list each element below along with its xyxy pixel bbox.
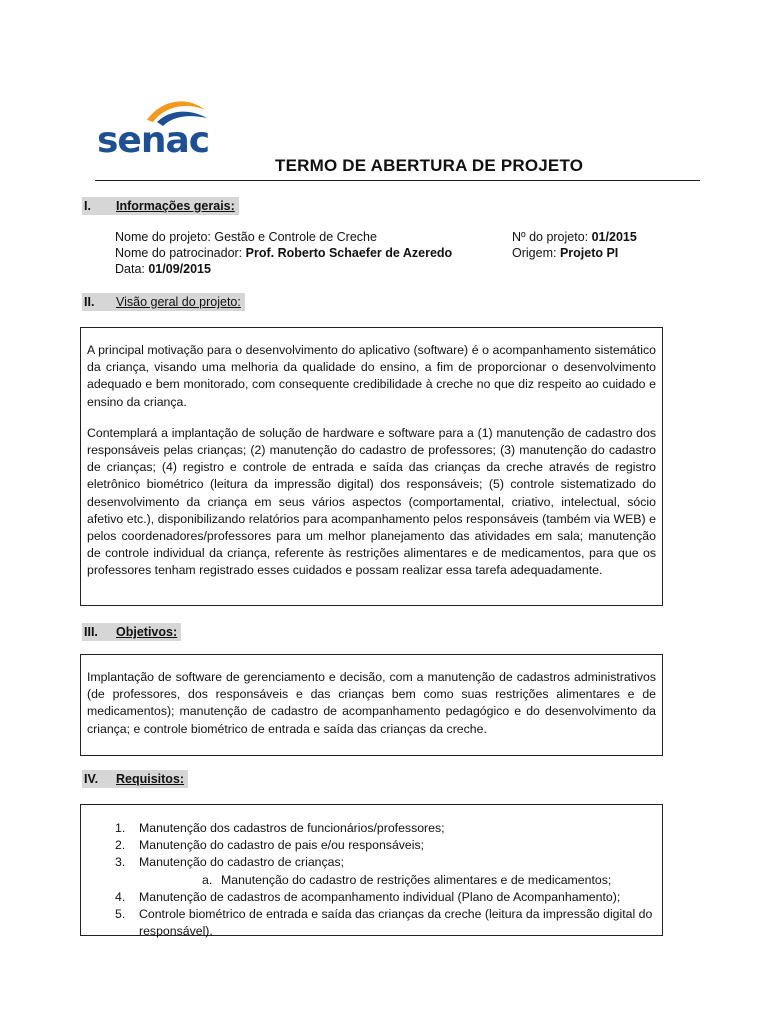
project-name-line — [115, 230, 377, 244]
section-number: II. — [84, 295, 95, 309]
logo-wordmark: senac — [97, 120, 210, 161]
project-number-value: 01/2015 — [591, 230, 637, 244]
origin-label: Origem: — [512, 246, 560, 260]
date-value: 01/09/2015 — [148, 262, 211, 276]
section-label: Visão geral do projeto: — [116, 295, 241, 309]
date-label: Data: — [115, 262, 149, 276]
sponsor-value: Prof. Roberto Schaefer de Azeredo — [245, 246, 453, 260]
requirement-item: 2. Manutenção do cadastro de pais e/ou responsáveis; — [115, 838, 425, 853]
requirements-box — [80, 804, 663, 939]
section-header-general — [82, 197, 239, 215]
sponsor-label: Nome do patrocinador: — [115, 246, 246, 260]
section-number: III. — [84, 625, 98, 639]
section-header-overview — [82, 293, 245, 311]
section-label: Informações gerais: — [116, 199, 235, 213]
overview-box — [80, 327, 663, 606]
requirement-item: 5. Controle biométrico de entrada e saída das crianças da creche (leitura da impressão digital do responsável). — [115, 907, 653, 939]
section-number: I. — [84, 199, 91, 213]
senac-logo — [97, 92, 217, 162]
objectives-box — [80, 654, 663, 756]
overview-paragraph-2: Contemplará a implantação de solução de hardware e software para a (1) manutenção de cadastro dos responsáveis pelas crianças; (2) manutenção do cadastro de professores; (3) manutenção do cadastro de crianças; (4) registro e controle de entrada e saída das crianças da creche através de registro eletrônico biométrico (leitura da impressão digital) dos responsáveis; (5) controle sistematizado do desenvolvimento da criança em seus vários aspectos (comportamental, criativo, intelectual, sócio afetivo etc.), disponibilizando relatórios para acompanhamento pelos responsáveis (também via WEB) e pelos coordenadores/professores para um melhor planejamento das atividades em sala; manutenção de controle individual da criança, referente às restrições alimentares e de medicamentos, para que os professores tenham registrado esses cuidados e possam realizar essa tarefa adequadamente. — [87, 425, 656, 578]
requirement-subitem: a. Manutenção do cadastro de restrições alimentares e de medicamentos; — [202, 872, 612, 887]
requirement-item: 1. Manutenção dos cadastros de funcionários/professores; — [115, 821, 445, 835]
section-label: Requisitos: — [116, 772, 185, 786]
origin-line — [512, 246, 618, 260]
requirement-item: 3. Manutenção do cadastro de crianças; — [115, 855, 345, 870]
section-header-requirements — [82, 770, 188, 788]
section-label: Objetivos: — [116, 625, 178, 639]
section-number: IV. — [84, 772, 99, 786]
objectives-paragraph: Implantação de software de gerenciamento e decisão, com a manutenção de cadastros administrativos (de professores, dos responsáveis e das crianças bem como suas restrições alimentares e de medicamentos); manutenção de cadastro de acompanhamento pedagógico e do desenvolvimento da criança; e controle biométrico de entrada e saída das crianças da creche. — [87, 670, 656, 736]
requirement-item: 4. Manutenção de cadastros de acompanhamento individual (Plano de Acompanhamento); — [115, 889, 621, 904]
overview-paragraph-1: A principal motivação para o desenvolvimento do aplicativo (software) é o acompanhamento sistemático da criança, visando uma melhoria da qualidade do ensino, a fim de proporcionar o desenvolvimento adequado e bem monitorado, com consequente credibilidade à creche no que diz respeito ao cuidado e ensino da criança. — [87, 343, 656, 409]
title-divider — [95, 180, 700, 181]
document-title: TERMO DE ABERTURA DE PROJETO — [275, 156, 584, 175]
date-line — [115, 262, 211, 276]
project-number-line — [512, 230, 637, 244]
sponsor-line — [115, 246, 452, 260]
project-number-label: Nº do projeto: — [512, 230, 592, 244]
project-name-value: Gestão e Controle de Creche — [214, 230, 377, 244]
origin-value: Projeto PI — [559, 246, 619, 260]
project-name-label: Nome do projeto: — [115, 230, 215, 244]
section-header-objectives — [82, 623, 181, 641]
requirements-list — [87, 820, 656, 940]
